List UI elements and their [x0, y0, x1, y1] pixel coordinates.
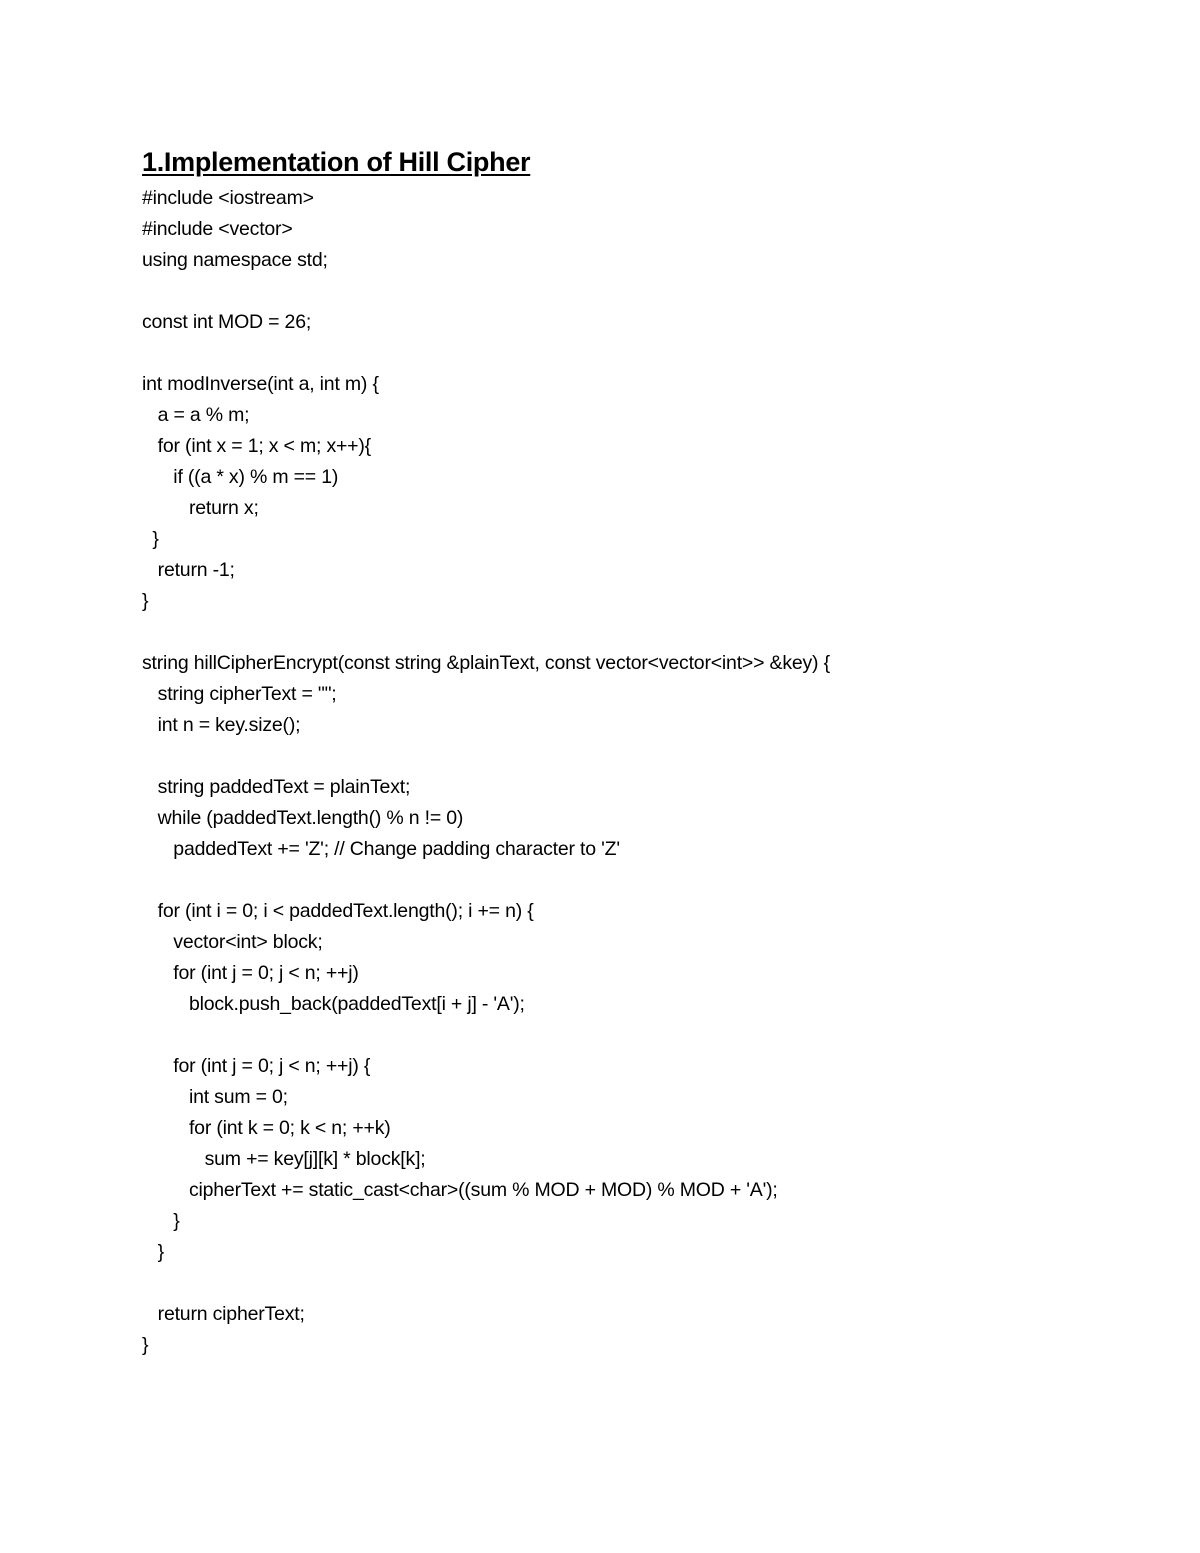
code-line: a = a % m; [142, 404, 250, 426]
code-line: string cipherText = ""; [142, 683, 337, 705]
code-line [142, 865, 1142, 896]
code-line: for (int j = 0; j < n; ++j) [142, 962, 359, 984]
code-line: } [142, 1241, 164, 1263]
code-line: sum += key[j][k] * block[k]; [142, 1148, 426, 1170]
code-line: if ((a * x) % m == 1) [142, 466, 339, 488]
code-line: for (int k = 0; k < n; ++k) [142, 1117, 391, 1139]
code-line: string paddedText = plainText; [142, 776, 411, 798]
code-line: int sum = 0; [142, 1086, 288, 1108]
code-line: using namespace std; [142, 249, 328, 271]
code-line: while (paddedText.length() % n != 0) [142, 807, 464, 829]
code-line: } [142, 1334, 149, 1356]
code-line: string hillCipherEncrypt(const string &plainText, const vector<vector<int>> &key) { [142, 652, 830, 674]
code-line: const int MOD = 26; [142, 311, 312, 333]
code-line: } [142, 1210, 180, 1232]
code-line [142, 276, 1142, 307]
code-line: return -1; [142, 559, 235, 581]
code-line: } [142, 528, 159, 550]
code-line: int modInverse(int a, int m) { [142, 373, 379, 395]
code-line: paddedText += 'Z'; // Change padding character to 'Z' [142, 838, 620, 860]
document-heading: 1.Implementation of Hill Cipher [142, 147, 531, 177]
code-line: return x; [142, 497, 259, 519]
code-line: } [142, 590, 149, 612]
code-line: cipherText += static_cast<char>((sum % MOD + MOD) % MOD + 'A'); [142, 1179, 778, 1201]
code-line [142, 338, 1142, 369]
code-line [142, 617, 1142, 648]
code-line: block.push_back(paddedText[i + j] - 'A'); [142, 993, 525, 1015]
code-line [142, 1268, 1142, 1299]
code-line [142, 741, 1142, 772]
code-line [142, 1020, 1142, 1051]
code-line: for (int i = 0; i < paddedText.length(); i += n) { [142, 900, 534, 922]
code-line: int n = key.size(); [142, 714, 301, 736]
code-line: for (int j = 0; j < n; ++j) { [142, 1055, 371, 1077]
code-line: for (int x = 1; x < m; x++){ [142, 435, 371, 457]
code-line: return cipherText; [142, 1303, 305, 1325]
code-line: #include <vector> [142, 218, 293, 240]
code-block [142, 183, 1142, 1361]
code-line: vector<int> block; [142, 931, 323, 953]
code-line: #include <iostream> [142, 187, 314, 209]
